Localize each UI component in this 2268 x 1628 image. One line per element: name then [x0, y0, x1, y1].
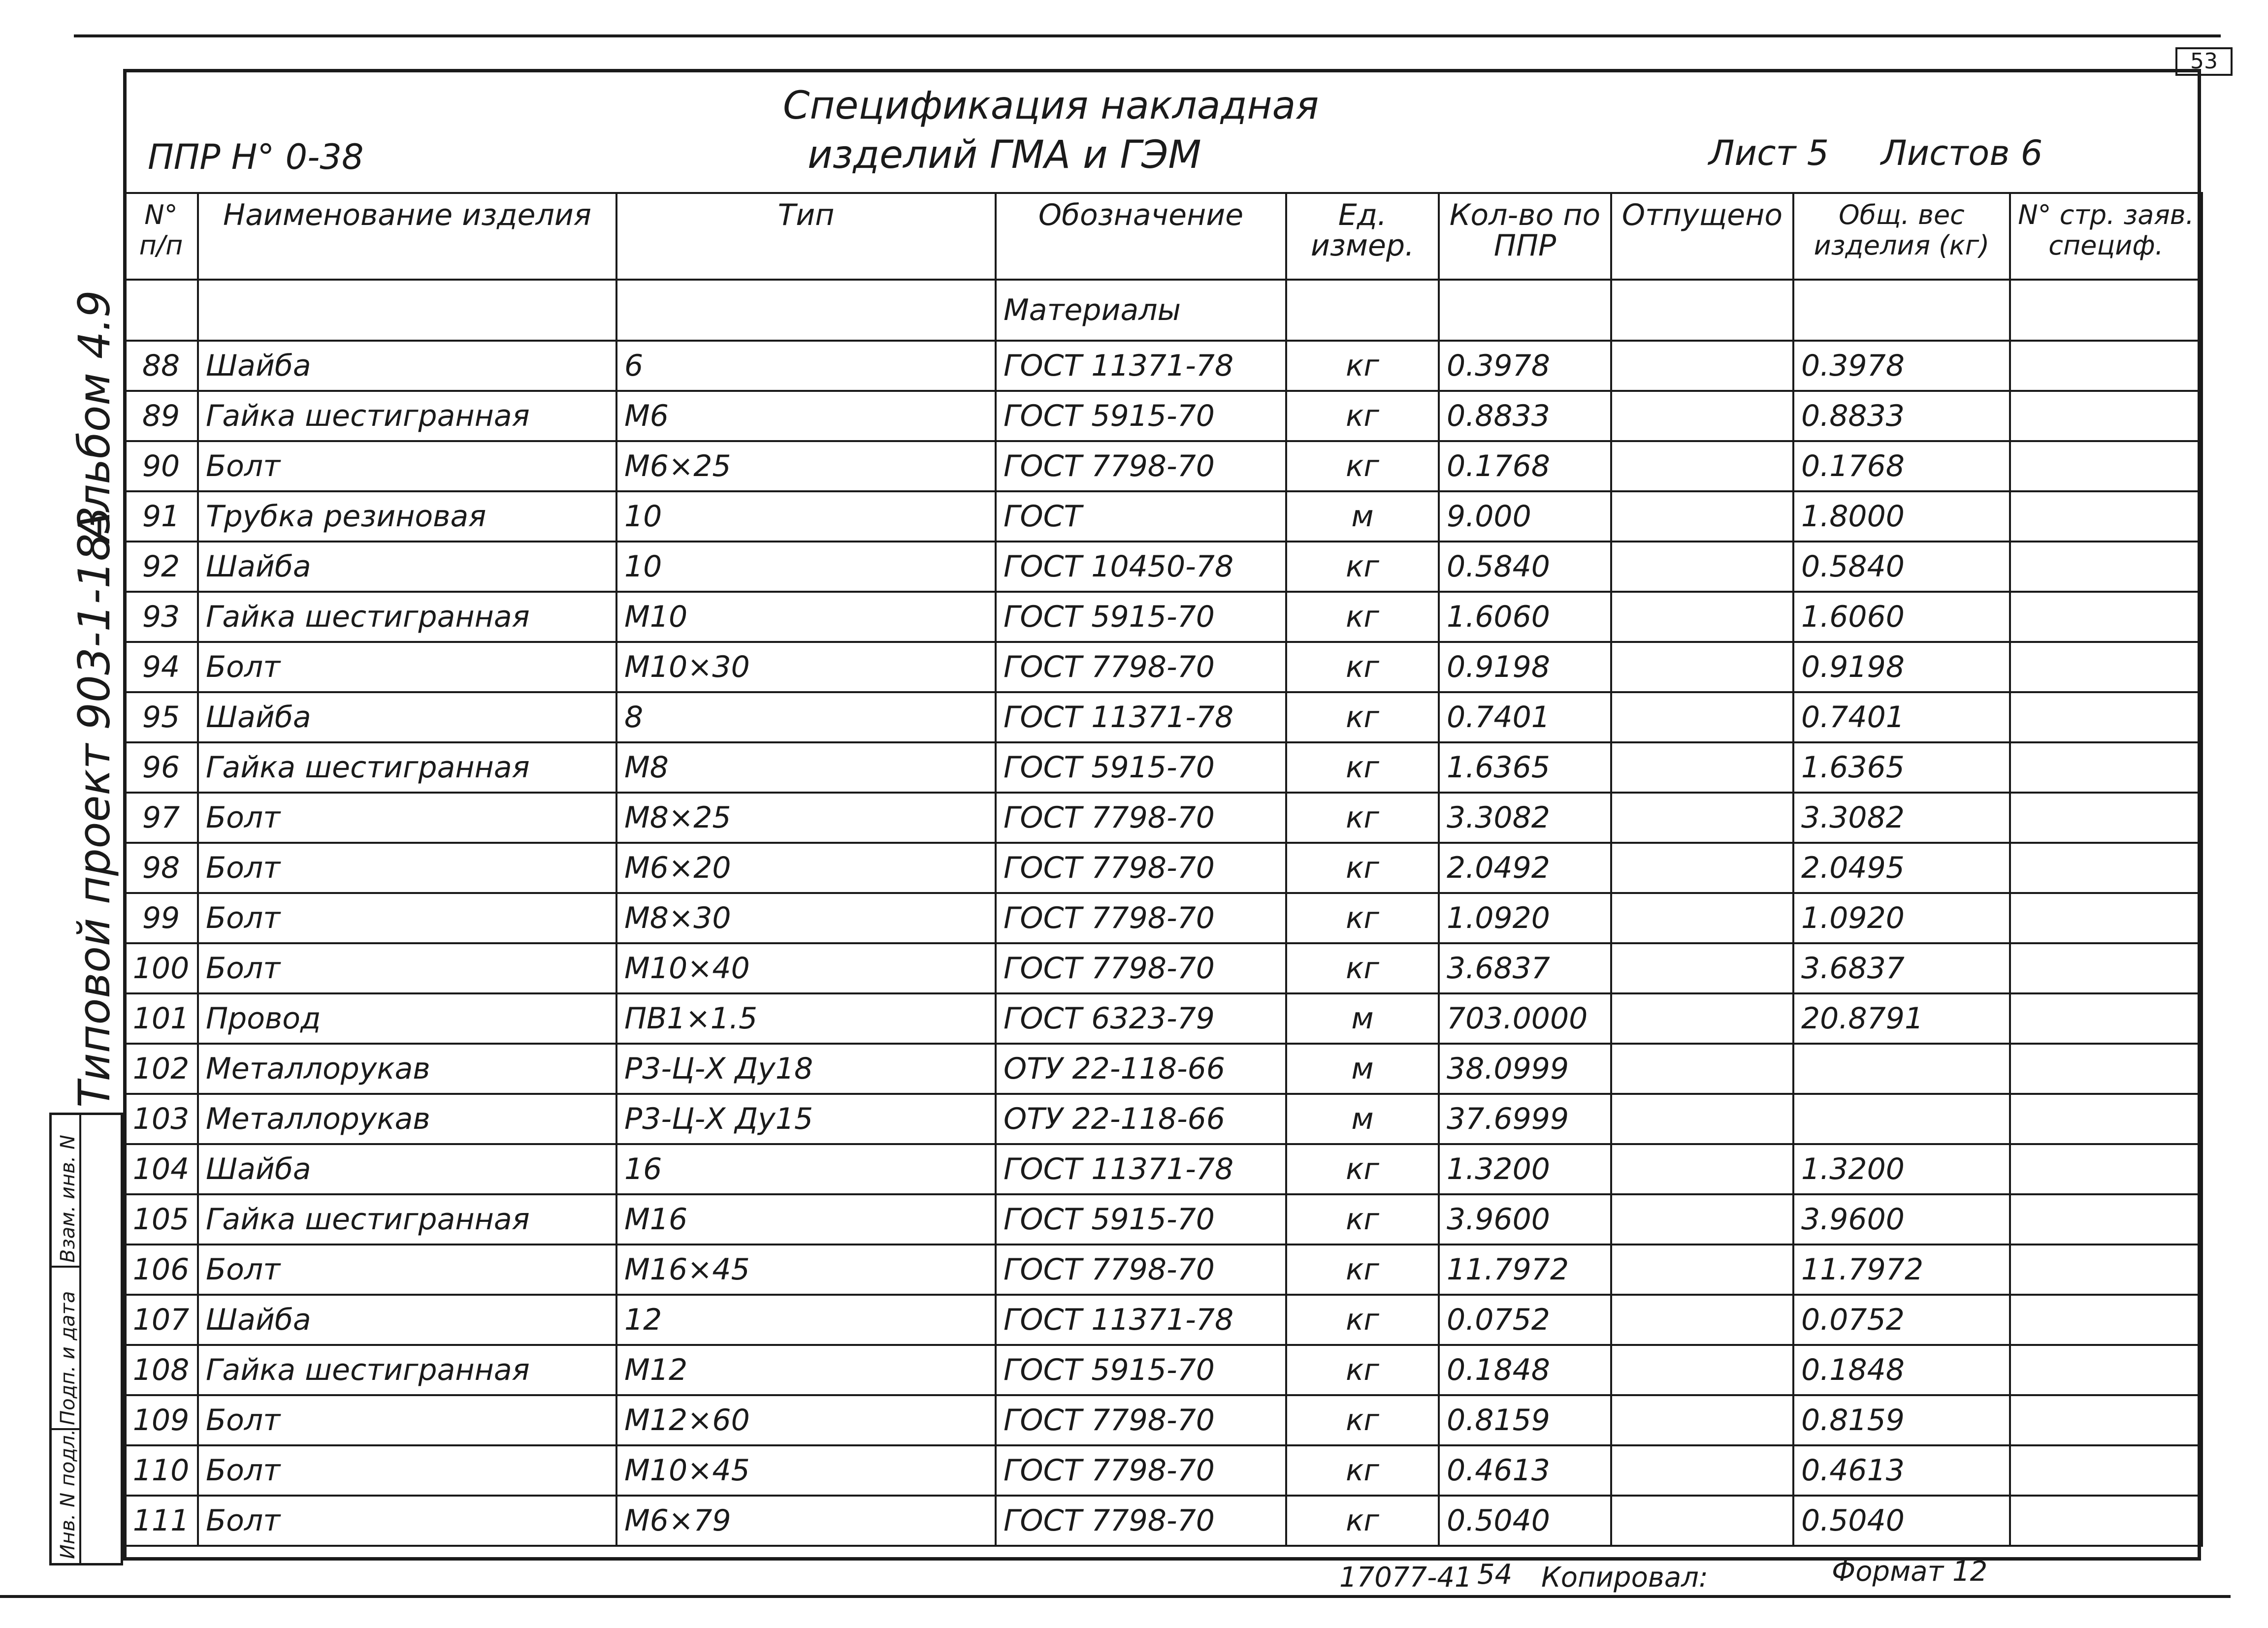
album-label: Альбом 4.9 — [69, 290, 120, 542]
cell-unit: кг — [1286, 642, 1439, 692]
cell-designation: ГОСТ 7798-70 — [996, 441, 1286, 491]
cell-released — [1611, 441, 1793, 491]
stamp-label-inv-podl: Инв. N подл. — [57, 1429, 79, 1559]
cell-unit: кг — [1286, 893, 1439, 943]
table-row — [124, 441, 2202, 491]
table-row — [124, 843, 2202, 893]
cell-released — [1611, 341, 1793, 391]
cell-released — [1611, 1094, 1793, 1144]
cell-page — [2010, 341, 2202, 391]
cell-weight: 0.1768 — [1793, 441, 2010, 491]
cell-quantity: 1.3200 — [1439, 1144, 1611, 1194]
cell-designation: ГОСТ 7798-70 — [996, 1245, 1286, 1295]
cell-designation: ГОСТ 7798-70 — [996, 642, 1286, 692]
cell-weight: 0.8159 — [1793, 1395, 2010, 1445]
cell-weight: 1.8000 — [1793, 491, 2010, 542]
section-row — [124, 280, 2202, 341]
cell-quantity: 1.6060 — [1439, 592, 1611, 642]
cell-type: 8 — [616, 692, 996, 742]
cell-quantity: 0.4613 — [1439, 1445, 1611, 1496]
cell-quantity: 0.3978 — [1439, 341, 1611, 391]
cell-designation: ГОСТ 7798-70 — [996, 893, 1286, 943]
cell-type: М16 — [616, 1194, 996, 1245]
cell-designation: ГОСТ 7798-70 — [996, 843, 1286, 893]
cell-designation: ГОСТ 11371-78 — [996, 1295, 1286, 1345]
cell-unit: кг — [1286, 1194, 1439, 1245]
cell-quantity: 3.9600 — [1439, 1194, 1611, 1245]
cell-number: 102 — [124, 1044, 198, 1094]
document-title-line2: изделий ГМА и ГЭМ — [808, 133, 1201, 177]
cell-unit: кг — [1286, 1144, 1439, 1194]
table-row — [124, 491, 2202, 542]
sheet-number: Лист 5 — [1709, 133, 1829, 173]
cell-name: Шайба — [198, 542, 616, 592]
table-row — [124, 1144, 2202, 1194]
cell-released — [1611, 1295, 1793, 1345]
cell-designation: ГОСТ 5915-70 — [996, 592, 1286, 642]
cell-type: 16 — [616, 1144, 996, 1194]
cell-released — [1611, 893, 1793, 943]
cell-name: Гайка шестигранная — [198, 1345, 616, 1395]
cell-weight: 0.3978 — [1793, 341, 2010, 391]
cell-unit: кг — [1286, 742, 1439, 793]
table-row — [124, 692, 2202, 742]
cell-released — [1611, 1496, 1793, 1546]
cell-page — [2010, 692, 2202, 742]
cell-designation: ГОСТ 7798-70 — [996, 943, 1286, 993]
footer-order: 17077-41 — [1339, 1562, 1472, 1594]
cell-page — [2010, 592, 2202, 642]
cell-name: Болт — [198, 943, 616, 993]
cell-name: Болт — [198, 1445, 616, 1496]
cell-unit: м — [1286, 1044, 1439, 1094]
cell-type: М10 — [616, 592, 996, 642]
cell-number: 88 — [124, 341, 198, 391]
footer-page: 54 — [1477, 1559, 1513, 1591]
cell-quantity: 3.3082 — [1439, 793, 1611, 843]
cell-released — [1611, 391, 1793, 441]
cell-number: 91 — [124, 491, 198, 542]
cell-released — [1611, 793, 1793, 843]
cell-name: Шайба — [198, 1295, 616, 1345]
col-header-quantity: Кол-во по ППР — [1439, 193, 1611, 280]
cell-type: М10×45 — [616, 1445, 996, 1496]
cell-designation: ГОСТ 5915-70 — [996, 742, 1286, 793]
cell-weight: 11.7972 — [1793, 1245, 2010, 1295]
stamp-cell-inv-vzam — [52, 1115, 81, 1268]
cell-weight: 20.8791 — [1793, 993, 2010, 1044]
cell-name: Гайка шестигранная — [198, 1194, 616, 1245]
cell-name: Болт — [198, 893, 616, 943]
cell-number: 106 — [124, 1245, 198, 1295]
cell-unit: кг — [1286, 1295, 1439, 1345]
cell-type: Р3-Ц-Х Ду15 — [616, 1094, 996, 1144]
cell-released — [1611, 592, 1793, 642]
cell-type: М10×40 — [616, 943, 996, 993]
cell-type: М6×25 — [616, 441, 996, 491]
cell-number: 104 — [124, 1144, 198, 1194]
cell-type: 10 — [616, 542, 996, 592]
table-row — [124, 1496, 2202, 1546]
cell-type: М12×60 — [616, 1395, 996, 1445]
cell-name: Провод — [198, 993, 616, 1044]
cell-name: Шайба — [198, 692, 616, 742]
cell-name: Металлорукав — [198, 1094, 616, 1144]
cell-released — [1611, 843, 1793, 893]
cell-designation: ОТУ 22-118-66 — [996, 1044, 1286, 1094]
cell-weight: 0.4613 — [1793, 1445, 2010, 1496]
table-row — [124, 943, 2202, 993]
cell-number: 101 — [124, 993, 198, 1044]
cell-designation: ГОСТ 7798-70 — [996, 1395, 1286, 1445]
cell-quantity: 703.0000 — [1439, 993, 1611, 1044]
cell-page — [2010, 542, 2202, 592]
cell-quantity: 0.8833 — [1439, 391, 1611, 441]
cell-weight: 1.3200 — [1793, 1144, 2010, 1194]
cell-page — [2010, 1395, 2202, 1445]
cell-type: М12 — [616, 1345, 996, 1395]
table-row — [124, 1094, 2202, 1144]
cell-designation: ГОСТ 7798-70 — [996, 793, 1286, 843]
col-header-page: N° стр. заяв. специф. — [2010, 193, 2202, 280]
cell-type: ПВ1×1.5 — [616, 993, 996, 1044]
cell-weight: 0.5040 — [1793, 1496, 2010, 1546]
sheets-total: Листов 6 — [1881, 133, 2043, 173]
cell-name: Гайка шестигранная — [198, 391, 616, 441]
cell-page — [2010, 742, 2202, 793]
table-header-row — [124, 193, 2202, 280]
cell-unit: кг — [1286, 441, 1439, 491]
cell-designation: ГОСТ 11371-78 — [996, 1144, 1286, 1194]
cell-number: 89 — [124, 391, 198, 441]
footer-copied: Копировал: — [1541, 1562, 1708, 1594]
col-header-number: N° п/п — [124, 193, 198, 280]
col-header-designation: Обозначение — [996, 193, 1286, 280]
cell-quantity: 11.7972 — [1439, 1245, 1611, 1295]
cell-name: Шайба — [198, 1144, 616, 1194]
cell-page — [2010, 793, 2202, 843]
cell-designation: ГОСТ 6323-79 — [996, 993, 1286, 1044]
cell-unit: м — [1286, 1094, 1439, 1144]
cell-unit: кг — [1286, 341, 1439, 391]
cell-quantity: 0.8159 — [1439, 1395, 1611, 1445]
table-row — [124, 642, 2202, 692]
specification-table — [123, 192, 2203, 1547]
stamp-cell-inv-podl — [52, 1430, 81, 1563]
cell-number: 94 — [124, 642, 198, 692]
cell-name: Болт — [198, 843, 616, 893]
table-row — [124, 1194, 2202, 1245]
table-row — [124, 592, 2202, 642]
cell-type: Р3-Ц-Х Ду18 — [616, 1044, 996, 1094]
cell-name: Болт — [198, 1496, 616, 1546]
cell-released — [1611, 542, 1793, 592]
col-header-unit: Ед. измер. — [1286, 193, 1439, 280]
cell-page — [2010, 1094, 2202, 1144]
table-row — [124, 1345, 2202, 1395]
cell-quantity: 1.0920 — [1439, 893, 1611, 943]
cell-page — [2010, 843, 2202, 893]
cell-unit: кг — [1286, 943, 1439, 993]
cell-quantity: 3.6837 — [1439, 943, 1611, 993]
cell-unit: м — [1286, 491, 1439, 542]
cell-type: М6×20 — [616, 843, 996, 893]
cell-type: М8×30 — [616, 893, 996, 943]
cell-name: Болт — [198, 441, 616, 491]
cell-designation: ГОСТ 7798-70 — [996, 1496, 1286, 1546]
cell-released — [1611, 1345, 1793, 1395]
cell-number: 93 — [124, 592, 198, 642]
cell-number: 108 — [124, 1345, 198, 1395]
cell-unit: кг — [1286, 592, 1439, 642]
cell-name: Болт — [198, 793, 616, 843]
col-header-weight: Общ. вес изделия (кг) — [1793, 193, 2010, 280]
cell-quantity: 2.0492 — [1439, 843, 1611, 893]
cell-number: 96 — [124, 742, 198, 793]
cell-weight: 3.6837 — [1793, 943, 2010, 993]
cell-quantity: 0.5040 — [1439, 1496, 1611, 1546]
cell-weight: 1.6365 — [1793, 742, 2010, 793]
cell-page — [2010, 1345, 2202, 1395]
cell-weight: 0.1848 — [1793, 1345, 2010, 1395]
cell-type: М10×30 — [616, 642, 996, 692]
cell-unit: м — [1286, 993, 1439, 1044]
cell-weight: 0.0752 — [1793, 1295, 2010, 1345]
table-row — [124, 742, 2202, 793]
cell-released — [1611, 491, 1793, 542]
cell-designation: ОТУ 22-118-66 — [996, 1094, 1286, 1144]
cell-type: 10 — [616, 491, 996, 542]
page-number: 53 — [2175, 47, 2233, 76]
cell-released — [1611, 1144, 1793, 1194]
cell-type: М6 — [616, 391, 996, 441]
table-row — [124, 542, 2202, 592]
cell-quantity: 0.1848 — [1439, 1345, 1611, 1395]
cell-released — [1611, 742, 1793, 793]
cell-quantity: 0.7401 — [1439, 692, 1611, 742]
cell-number: 107 — [124, 1295, 198, 1345]
cell-type: М8 — [616, 742, 996, 793]
cell-page — [2010, 1496, 2202, 1546]
footer-format: Формат 12 — [1832, 1556, 1988, 1588]
cell-page — [2010, 1295, 2202, 1345]
cell-unit: кг — [1286, 542, 1439, 592]
cell-designation: ГОСТ 7798-70 — [996, 1445, 1286, 1496]
table-row — [124, 1044, 2202, 1094]
cell-unit: кг — [1286, 793, 1439, 843]
cell-released — [1611, 943, 1793, 993]
cell-unit: кг — [1286, 391, 1439, 441]
document-code: ППР Н° 0-38 — [148, 137, 364, 177]
cell-quantity: 9.000 — [1439, 491, 1611, 542]
cell-released — [1611, 1194, 1793, 1245]
cell-weight: 1.6060 — [1793, 592, 2010, 642]
cell-released — [1611, 1395, 1793, 1445]
col-header-released: Отпущено — [1611, 193, 1793, 280]
cell-type: М6×79 — [616, 1496, 996, 1546]
cell-weight: 3.9600 — [1793, 1194, 2010, 1245]
cell-unit: кг — [1286, 1445, 1439, 1496]
table-row — [124, 1245, 2202, 1295]
project-label: Типовой проект 903-1-183 — [69, 506, 120, 1108]
table-row — [124, 893, 2202, 943]
cell-quantity: 0.5840 — [1439, 542, 1611, 592]
cell-number: 95 — [124, 692, 198, 742]
cell-weight: 0.9198 — [1793, 642, 2010, 692]
cell-unit: кг — [1286, 1496, 1439, 1546]
cell-designation: ГОСТ 5915-70 — [996, 1345, 1286, 1395]
cell-number: 92 — [124, 542, 198, 592]
cell-number: 105 — [124, 1194, 198, 1245]
cell-released — [1611, 642, 1793, 692]
cell-page — [2010, 943, 2202, 993]
col-header-name: Наименование изделия — [198, 193, 616, 280]
cell-weight — [1793, 1094, 2010, 1144]
table-row — [124, 993, 2202, 1044]
cell-page — [2010, 993, 2202, 1044]
cell-unit: кг — [1286, 1345, 1439, 1395]
cell-unit: кг — [1286, 843, 1439, 893]
cell-designation: ГОСТ 11371-78 — [996, 341, 1286, 391]
cell-number: 100 — [124, 943, 198, 993]
cell-weight: 0.8833 — [1793, 391, 2010, 441]
bottom-rule — [0, 1595, 2231, 1598]
cell-page — [2010, 391, 2202, 441]
cell-number: 103 — [124, 1094, 198, 1144]
cell-name: Болт — [198, 1395, 616, 1445]
cell-weight: 0.7401 — [1793, 692, 2010, 742]
stamp-label-podp-data: Подп. и дата — [57, 1291, 79, 1425]
cell-number: 99 — [124, 893, 198, 943]
cell-name: Болт — [198, 642, 616, 692]
cell-released — [1611, 1044, 1793, 1094]
cell-page — [2010, 441, 2202, 491]
cell-page — [2010, 893, 2202, 943]
cell-quantity: 1.6365 — [1439, 742, 1611, 793]
cell-released — [1611, 1445, 1793, 1496]
cell-weight: 1.0920 — [1793, 893, 2010, 943]
cell-number: 97 — [124, 793, 198, 843]
section-label: Материалы — [996, 280, 1286, 341]
cell-page — [2010, 1445, 2202, 1496]
cell-released — [1611, 692, 1793, 742]
cell-type: 12 — [616, 1295, 996, 1345]
cell-released — [1611, 1245, 1793, 1295]
cell-page — [2010, 491, 2202, 542]
col-header-type: Тип — [616, 193, 996, 280]
cell-name: Гайка шестигранная — [198, 742, 616, 793]
cell-unit: кг — [1286, 1245, 1439, 1295]
cell-designation: ГОСТ — [996, 491, 1286, 542]
cell-name: Металлорукав — [198, 1044, 616, 1094]
table-row — [124, 391, 2202, 441]
cell-page — [2010, 642, 2202, 692]
cell-unit: кг — [1286, 692, 1439, 742]
stamp-block — [49, 1113, 123, 1565]
cell-type: М16×45 — [616, 1245, 996, 1295]
cell-released — [1611, 993, 1793, 1044]
cell-name: Болт — [198, 1245, 616, 1295]
cell-name: Трубка резиновая — [198, 491, 616, 542]
cell-weight: 3.3082 — [1793, 793, 2010, 843]
cell-page — [2010, 1245, 2202, 1295]
cell-quantity: 0.0752 — [1439, 1295, 1611, 1345]
top-rule — [74, 34, 2221, 37]
cell-quantity: 38.0999 — [1439, 1044, 1611, 1094]
cell-number: 90 — [124, 441, 198, 491]
stamp-label-inv-vzam: Взам. инв. N — [57, 1135, 79, 1263]
table-row — [124, 1295, 2202, 1345]
cell-page — [2010, 1044, 2202, 1094]
cell-weight: 2.0495 — [1793, 843, 2010, 893]
table-row — [124, 341, 2202, 391]
cell-type: 6 — [616, 341, 996, 391]
stamp-cell-podp-data — [52, 1268, 81, 1430]
table-row — [124, 1395, 2202, 1445]
cell-unit: кг — [1286, 1395, 1439, 1445]
table-row — [124, 1445, 2202, 1496]
cell-weight: 0.5840 — [1793, 542, 2010, 592]
cell-designation: ГОСТ 5915-70 — [996, 1194, 1286, 1245]
cell-number: 110 — [124, 1445, 198, 1496]
cell-number: 111 — [124, 1496, 198, 1546]
cell-quantity: 37.6999 — [1439, 1094, 1611, 1144]
table-row — [124, 793, 2202, 843]
cell-designation: ГОСТ 11371-78 — [996, 692, 1286, 742]
cell-name: Гайка шестигранная — [198, 592, 616, 642]
cell-quantity: 0.9198 — [1439, 642, 1611, 692]
cell-quantity: 0.1768 — [1439, 441, 1611, 491]
cell-weight — [1793, 1044, 2010, 1094]
cell-number: 109 — [124, 1395, 198, 1445]
cell-page — [2010, 1194, 2202, 1245]
cell-designation: ГОСТ 10450-78 — [996, 542, 1286, 592]
cell-page — [2010, 1144, 2202, 1194]
cell-name: Шайба — [198, 341, 616, 391]
cell-number: 98 — [124, 843, 198, 893]
cell-designation: ГОСТ 5915-70 — [996, 391, 1286, 441]
cell-type: М8×25 — [616, 793, 996, 843]
document-title-line1: Спецификация накладная — [783, 84, 1319, 128]
